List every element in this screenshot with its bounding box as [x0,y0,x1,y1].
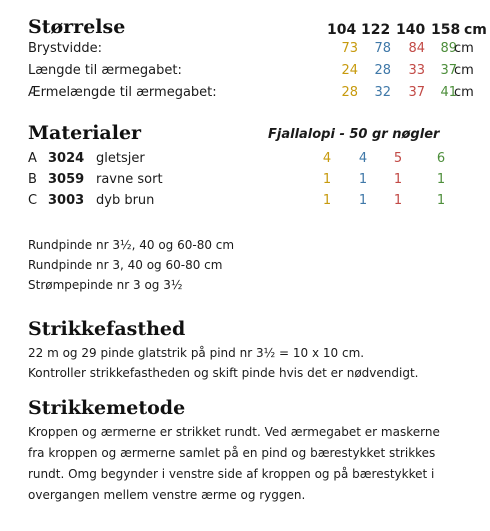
yarn-name: gletsjer [96,151,145,166]
gauge-heading: Strikkefasthed [28,318,186,340]
measurement-value: 41 [440,85,457,100]
yarn-letter: A [28,151,37,166]
yarn-quantity: 1 [358,193,368,208]
yarn-code: 3024 [48,151,85,166]
materials-heading: Materialer [28,122,142,144]
method-line: Kroppen og ærmerne er strikket rundt. Ved ærmegabet er maskerne [28,425,440,439]
yarn-name: ravne sort [96,172,163,187]
measurement-value: 37 [440,63,457,78]
size-label: 122 [361,22,391,38]
needle-item: Rundpinde nr 3½, 40 og 60-80 cm [28,238,235,252]
measurement-value: 89 [440,41,457,56]
yarn-name: dyb brun [96,193,155,208]
method-heading: Strikkemetode [28,397,186,419]
yarn-code: 3059 [48,172,85,187]
gauge-line: Kontroller strikkefastheden og skift pinde hvis det er nødvendigt. [28,366,419,380]
yarn-quantity: 4 [358,151,368,166]
yarn-quantity: 1 [393,172,403,187]
size-label: 104 [327,22,357,38]
yarn-quantity: 6 [436,151,446,166]
yarn-quantity: 4 [322,151,332,166]
yarn-letter: B [28,172,37,187]
needle-item: Rundpinde nr 3, 40 og 60-80 cm [28,258,223,272]
measurement-value: 37 [408,85,425,100]
size-unit: cm [464,22,487,38]
measurement-label: Ærmelængde til ærmegabet: [28,85,217,100]
measurement-value: 28 [374,63,391,78]
measurement-value: 24 [341,63,358,78]
yarn-quantity: 1 [393,193,403,208]
measurement-value: 84 [408,41,425,56]
gauge-line: 22 m og 29 pinde glatstrik på pind nr 3½ = 10 x 10 cm. [28,346,365,360]
method-line: rundt. Omg begynder i venstre side af kroppen og på bærestykket i [28,467,435,481]
yarn-code: 3003 [48,193,85,208]
gauge-text [28,343,478,383]
method-text [28,422,478,506]
measurement-value: 32 [374,85,391,100]
measurement-value: 73 [341,41,358,56]
yarn-quantity: 1 [322,172,332,187]
size-label: 140 [396,22,426,38]
measurement-unit: cm [454,41,474,56]
measurement-value: 78 [374,41,391,56]
method-line: fra kroppen og ærmerne samlet på en pind og bærestykket strikkes [28,446,436,460]
yarn-quantity: 1 [358,172,368,187]
yarn-quantity: 1 [322,193,332,208]
measurement-value: 33 [408,63,425,78]
measurement-value: 28 [341,85,358,100]
measurement-unit: cm [454,85,474,100]
needles-list [28,235,478,295]
yarn-heading: Fjallalopi - 50 gr nøgler [268,127,440,142]
measurement-label: Længde til ærmegabet: [28,63,182,78]
size-heading: Størrelse [28,16,126,38]
yarn-quantity: 1 [436,193,446,208]
yarn-letter: C [28,193,38,208]
measurement-unit: cm [454,63,474,78]
method-line: overgangen mellem venstre ærme og ryggen. [28,488,306,502]
yarn-quantity: 5 [393,151,403,166]
yarn-quantity: 1 [436,172,446,187]
needle-item: Strømpepinde nr 3 og 3½ [28,278,183,292]
size-label: 158 [431,22,461,38]
measurement-label: Brystvidde: [28,41,103,56]
